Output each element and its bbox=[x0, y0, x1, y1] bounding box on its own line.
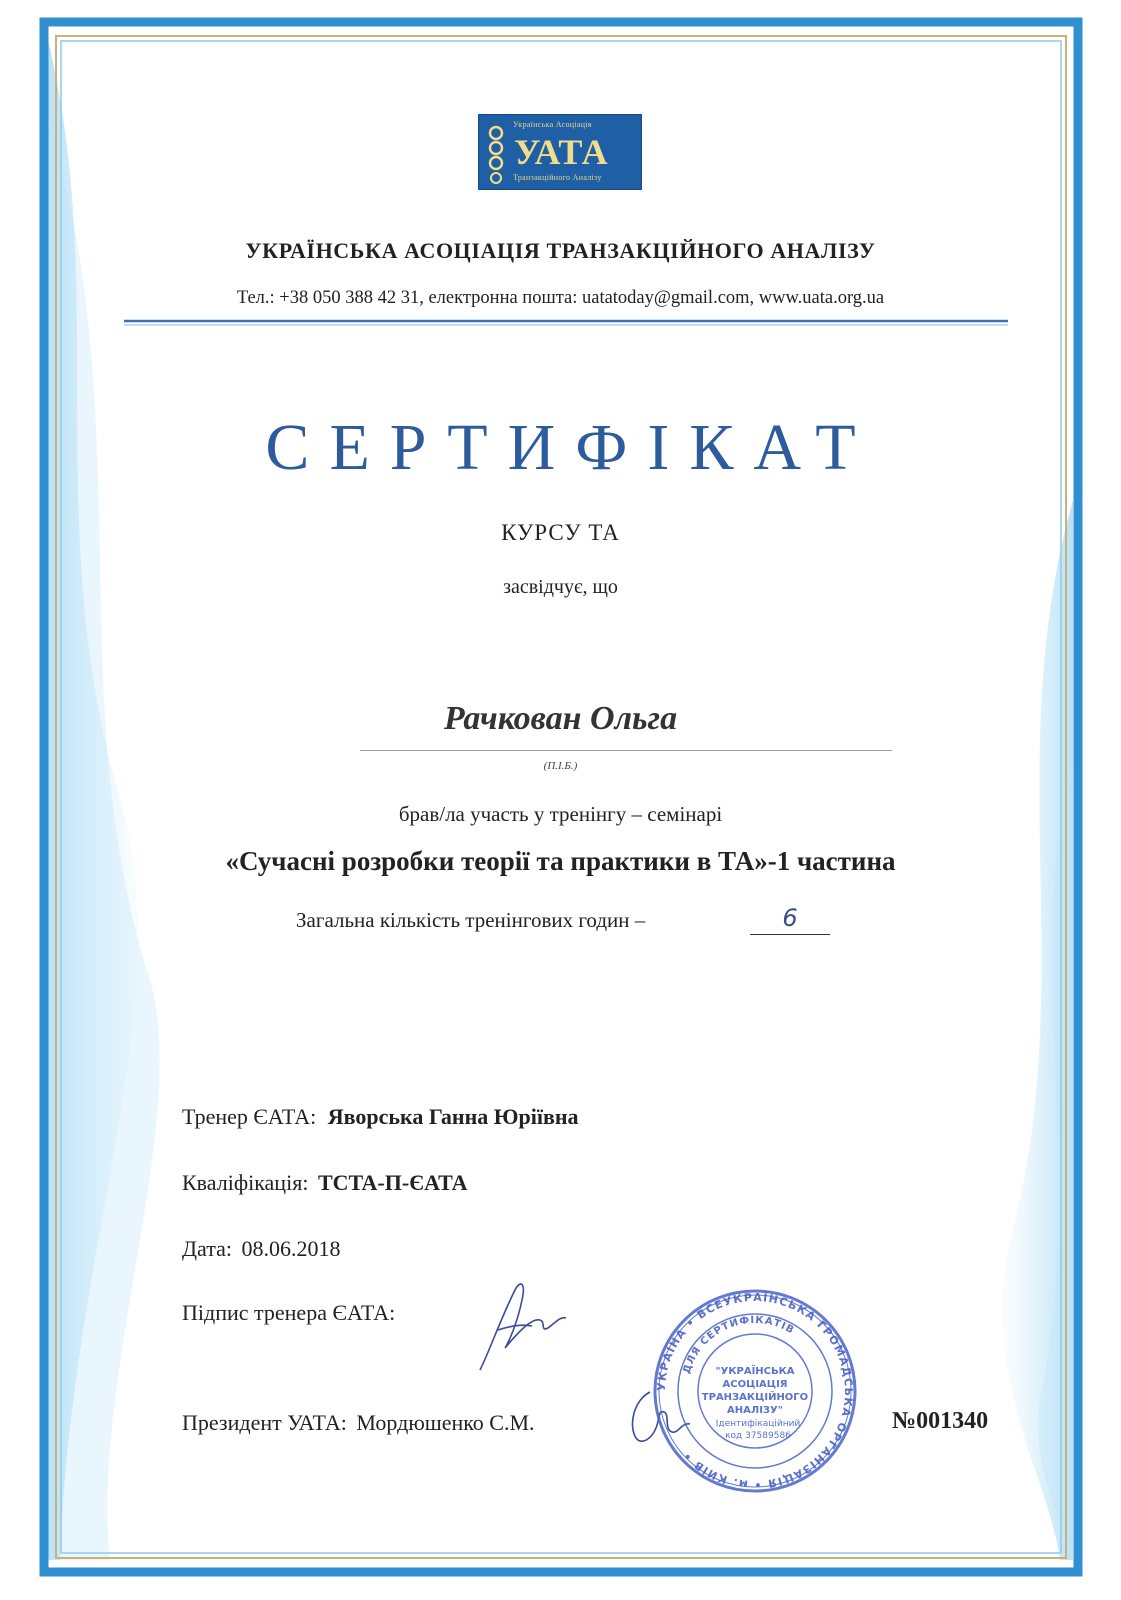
qualification-value: TCTA-П-ЄАТА bbox=[317, 1170, 468, 1195]
stamp-line-5: Ідентифікаційний bbox=[715, 1419, 801, 1429]
recipient-name: Рачкован Ольга bbox=[443, 700, 678, 737]
date-value: 08.06.2018 bbox=[241, 1236, 341, 1261]
course-label: КУРСУ ТА bbox=[501, 520, 620, 545]
uata-logo bbox=[478, 114, 642, 190]
trainer-name: Яворська Ганна Юріївна bbox=[327, 1104, 579, 1129]
logo-mark: УАТА bbox=[514, 132, 609, 172]
participation-text: брав/ла участь у тренінгу – семінарі bbox=[398, 802, 723, 826]
name-underline bbox=[360, 750, 892, 751]
stamp-line-4: АНАЛІЗУ" bbox=[727, 1405, 783, 1416]
organization-name: УКРАЇНСЬКА АСОЦІАЦІЯ ТРАНЗАКЦІЙНОГО АНАЛІЗУ bbox=[245, 238, 876, 263]
president-label: Президент УАТА: bbox=[182, 1410, 347, 1435]
logo-top-text: Українська Асоціація bbox=[513, 120, 592, 129]
stamp-outer-ring: УКРАЇНА • ВСЕУКРАЇНСЬКА ГРОМАДСЬКА ОРГАНІЗАЦІЯ • м. КИЇВ • bbox=[654, 1290, 856, 1492]
name-caption: (П.І.Б.) bbox=[543, 760, 578, 772]
trainer-row bbox=[182, 1104, 579, 1130]
president-row bbox=[182, 1410, 535, 1436]
certificate-title: СЕРТИФІКАТ bbox=[265, 411, 876, 484]
trainer-signature-label: Підпис тренера ЄАТА: bbox=[182, 1300, 396, 1325]
stamp-line-6: код 37589586 bbox=[725, 1431, 791, 1441]
certificate-number: №001340 bbox=[892, 1408, 989, 1434]
certifies-text: засвідчує, що bbox=[503, 576, 618, 598]
logo-chain-icon bbox=[481, 115, 511, 189]
hours-underline bbox=[750, 934, 830, 935]
stamp-line-2: АСОЦІАЦІЯ bbox=[722, 1379, 788, 1390]
hours-value: 6 bbox=[782, 904, 798, 932]
qualification-row bbox=[182, 1170, 468, 1196]
qualification-label: Кваліфікація: bbox=[182, 1170, 309, 1195]
logo-bottom-text: Транзакційного Аналізу bbox=[513, 173, 602, 182]
trainer-label: Тренер ЄАТА: bbox=[182, 1104, 317, 1129]
organization-stamp bbox=[650, 1286, 860, 1496]
stamp-line-3: ТРАНЗАКЦІЙНОГО bbox=[701, 1392, 809, 1403]
trainer-signature bbox=[470, 1270, 580, 1380]
stamp-inner-ring: ДЛЯ СЕРТИФІКАТІВ bbox=[681, 1314, 797, 1376]
president-name: Мордюшенко С.М. bbox=[356, 1410, 535, 1435]
hours-label: Загальна кількість тренінгових годин – bbox=[296, 908, 646, 932]
organization-contacts: Тел.: +38 050 388 42 31, електронна пошта: uatatoday@gmail.com, www.uata.org.ua bbox=[236, 288, 885, 308]
date-label: Дата: bbox=[182, 1236, 232, 1261]
seminar-title: «Сучасні розробки теорії та практики в ТА»-1 частина bbox=[225, 846, 896, 876]
date-row bbox=[182, 1236, 340, 1262]
stamp-line-1: "УКРАЇНСЬКА bbox=[715, 1366, 795, 1377]
